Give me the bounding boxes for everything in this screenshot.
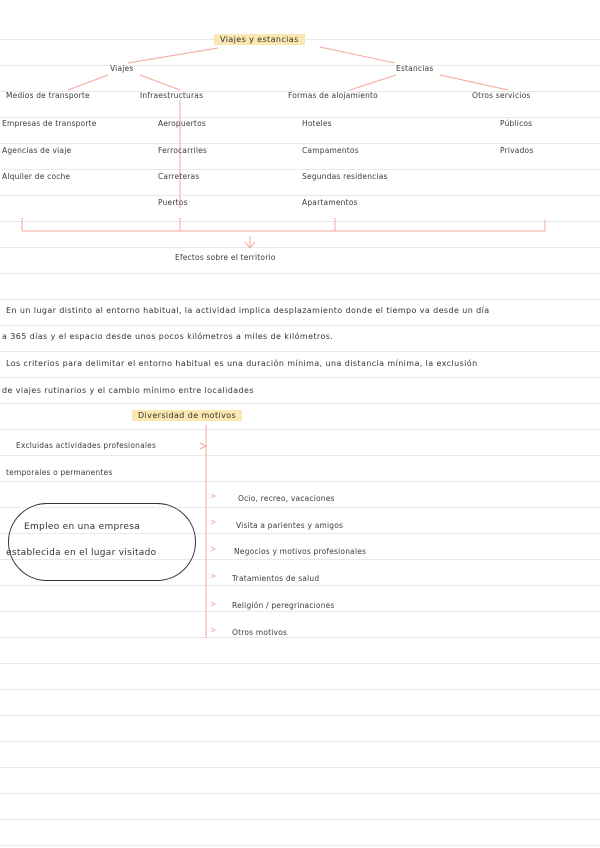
- item-otros-1: Privados: [500, 146, 534, 155]
- motivo-item-5: Otros motivos: [232, 628, 288, 637]
- item-formas-3: Apartamentos: [302, 198, 358, 207]
- motivo-item-1: Visita a parientes y amigos: [236, 521, 344, 530]
- item-infra-2: Carreteras: [158, 172, 200, 181]
- note-box: [8, 503, 196, 581]
- excluded-line-1: Excluidas actividades profesionales: [16, 441, 157, 450]
- excluded-line-2: temporales o permanentes: [6, 468, 113, 477]
- motivo-item-3: Tratamientos de salud: [232, 574, 320, 583]
- category-infra: Infraestructuras: [140, 91, 204, 100]
- branch-estancias: Estancias: [396, 64, 434, 73]
- paragraph-line-2: a 365 días y el espacio desde unos pocos kilómetros a miles de kilómetros.: [2, 332, 334, 341]
- item-infra-3: Puertos: [158, 198, 188, 207]
- note-line-1: Empleo en una empresa: [24, 522, 141, 532]
- paragraph-line-3: Los criterios para delimitar el entorno habitual es una duración mínima, una distancia mínima, la exclusión: [6, 359, 478, 368]
- item-infra-0: Aeropuertos: [158, 119, 206, 128]
- motivo-item-2: Negocios y motivos profesionales: [234, 547, 367, 556]
- item-formas-1: Campamentos: [302, 146, 359, 155]
- item-formas-2: Segundas residencias: [302, 172, 388, 181]
- diagram-title: Viajes y estancias: [214, 34, 305, 45]
- motivos-title: Diversidad de motivos: [132, 410, 242, 421]
- item-infra-1: Ferrocarriles: [158, 146, 208, 155]
- item-formas-0: Hoteles: [302, 119, 332, 128]
- item-medios-2: Alquiler de coche: [2, 172, 71, 181]
- item-medios-1: Agencias de viaje: [2, 146, 72, 155]
- category-otros: Otros servicios: [472, 91, 531, 100]
- paragraph-line-1: En un lugar distinto al entorno habitual, la actividad implica desplazamiento donde el tiempo va desde un día: [6, 306, 490, 315]
- effects-label: Efectos sobre el territorio: [175, 253, 276, 262]
- item-medios-0: Empresas de transporte: [2, 119, 97, 128]
- category-formas: Formas de alojamiento: [288, 91, 378, 100]
- paragraph-line-4: de viajes rutinarios y el cambio mínimo entre localidades: [2, 386, 254, 395]
- motivo-item-4: Religión / peregrinaciones: [232, 601, 335, 610]
- item-otros-0: Públicos: [500, 119, 533, 128]
- note-line-2: establecida en el lugar visitado: [6, 548, 157, 558]
- category-medios: Medios de transporte: [6, 91, 90, 100]
- motivo-item-0: Ocio, recreo, vacaciones: [238, 494, 335, 503]
- branch-viajes: Viajes: [110, 64, 134, 73]
